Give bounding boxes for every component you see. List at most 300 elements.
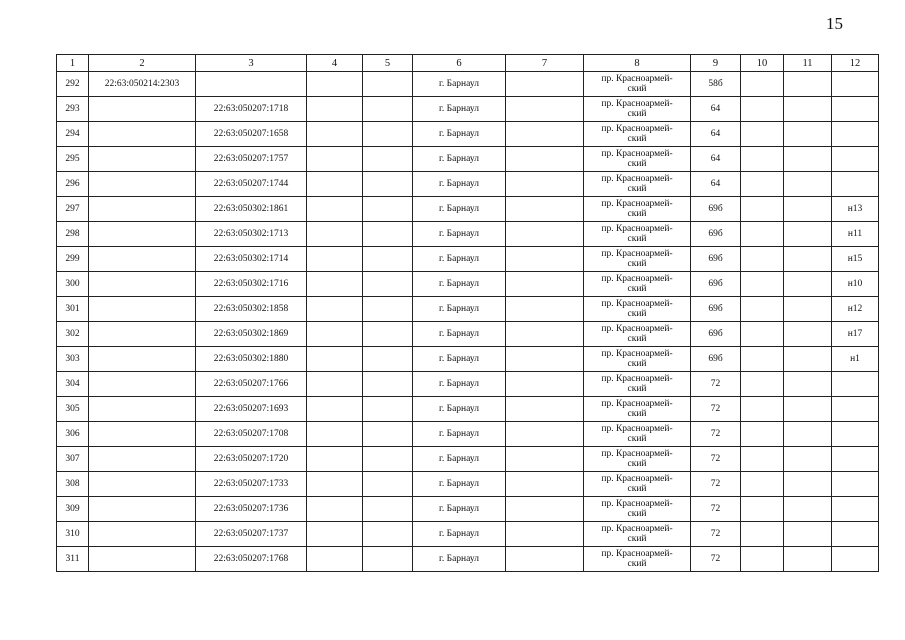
- street-line-2: ский: [627, 409, 647, 419]
- cell-col7: [506, 322, 584, 347]
- column-header: 2: [89, 55, 196, 72]
- row-number: 309: [57, 497, 89, 522]
- row-number: 308: [57, 472, 89, 497]
- house-number: 72: [691, 422, 741, 447]
- settlement: г. Барнаул: [413, 447, 506, 472]
- house-number: 64: [691, 172, 741, 197]
- cell-col10: [741, 372, 784, 397]
- house-number: 69б: [691, 197, 741, 222]
- table-row: [57, 347, 879, 372]
- cadastral-number-building: 22:63:050302:1714: [196, 247, 307, 272]
- cell-col7: [506, 472, 584, 497]
- cadastral-number-building: 22:63:050207:1718: [196, 97, 307, 122]
- column-header: 7: [506, 55, 584, 72]
- street: [584, 372, 691, 397]
- cell-col4: [307, 222, 363, 247]
- table-body: [57, 72, 879, 572]
- cell-col5: [363, 222, 413, 247]
- cadastral-number-building: 22:63:050207:1658: [196, 122, 307, 147]
- cell-col11: [784, 547, 832, 572]
- cell-col4: [307, 447, 363, 472]
- house-number: 72: [691, 372, 741, 397]
- cell-col4: [307, 397, 363, 422]
- premises-number: [832, 72, 879, 97]
- cadastral-number-land: [89, 497, 196, 522]
- table-row: [57, 422, 879, 447]
- row-number: 300: [57, 272, 89, 297]
- cell-col4: [307, 72, 363, 97]
- row-number: 292: [57, 72, 89, 97]
- premises-number: н13: [832, 197, 879, 222]
- row-number: 296: [57, 172, 89, 197]
- row-number: 303: [57, 347, 89, 372]
- cell-col11: [784, 97, 832, 122]
- house-number: 58б: [691, 72, 741, 97]
- street-line-1: пр. Красноармей-: [601, 499, 673, 509]
- cadastral-number-building: 22:63:050207:1720: [196, 447, 307, 472]
- cadastral-number-land: [89, 122, 196, 147]
- cell-col10: [741, 447, 784, 472]
- cell-col5: [363, 97, 413, 122]
- cell-col7: [506, 347, 584, 372]
- street-line-1: пр. Красноармей-: [601, 424, 673, 434]
- table-row: [57, 497, 879, 522]
- settlement: г. Барнаул: [413, 322, 506, 347]
- cell-col5: [363, 172, 413, 197]
- cadastral-number-land: [89, 97, 196, 122]
- column-header: 12: [832, 55, 879, 72]
- row-number: 299: [57, 247, 89, 272]
- street-line-1: пр. Красноармей-: [601, 474, 673, 484]
- cell-col11: [784, 422, 832, 447]
- street: [584, 397, 691, 422]
- cell-col11: [784, 397, 832, 422]
- settlement: г. Барнаул: [413, 72, 506, 97]
- street-line-1: пр. Красноармей-: [601, 224, 673, 234]
- column-header: 10: [741, 55, 784, 72]
- cell-col4: [307, 522, 363, 547]
- premises-number: [832, 447, 879, 472]
- cadastral-number-land: [89, 422, 196, 447]
- cadastral-number-land: [89, 472, 196, 497]
- premises-number: н11: [832, 222, 879, 247]
- column-header: 5: [363, 55, 413, 72]
- cell-col7: [506, 497, 584, 522]
- cell-col5: [363, 197, 413, 222]
- cell-col10: [741, 472, 784, 497]
- cell-col4: [307, 197, 363, 222]
- row-number: 304: [57, 372, 89, 397]
- premises-number: [832, 97, 879, 122]
- street: [584, 72, 691, 97]
- table-row: [57, 222, 879, 247]
- cell-col4: [307, 122, 363, 147]
- premises-number: [832, 172, 879, 197]
- cell-col10: [741, 172, 784, 197]
- row-number: 298: [57, 222, 89, 247]
- cadastral-number-building: 22:63:050207:1693: [196, 397, 307, 422]
- premises-number: н12: [832, 297, 879, 322]
- street: [584, 247, 691, 272]
- settlement: г. Барнаул: [413, 372, 506, 397]
- cell-col10: [741, 222, 784, 247]
- house-number: 69б: [691, 297, 741, 322]
- street-line-1: пр. Красноармей-: [601, 274, 673, 284]
- street-line-2: ский: [627, 384, 647, 394]
- cell-col11: [784, 472, 832, 497]
- street: [584, 297, 691, 322]
- cadastral-number-land: [89, 172, 196, 197]
- street-line-1: пр. Красноармей-: [601, 374, 673, 384]
- settlement: г. Барнаул: [413, 197, 506, 222]
- cadastral-number-land: [89, 222, 196, 247]
- cell-col7: [506, 522, 584, 547]
- street-line-1: пр. Красноармей-: [601, 324, 673, 334]
- street-line-1: пр. Красноармей-: [601, 99, 673, 109]
- premises-number: н1: [832, 347, 879, 372]
- cell-col10: [741, 422, 784, 447]
- street-line-1: пр. Красноармей-: [601, 299, 673, 309]
- cell-col4: [307, 147, 363, 172]
- cadastral-number-land: [89, 397, 196, 422]
- cell-col10: [741, 297, 784, 322]
- settlement: г. Барнаул: [413, 547, 506, 572]
- street-line-1: пр. Красноармей-: [601, 199, 673, 209]
- cell-col10: [741, 197, 784, 222]
- cadastral-number-land: [89, 197, 196, 222]
- house-number: 72: [691, 497, 741, 522]
- cadastral-number-building: 22:63:050302:1858: [196, 297, 307, 322]
- table-row: [57, 522, 879, 547]
- cadastral-number-building: 22:63:050207:1733: [196, 472, 307, 497]
- cell-col11: [784, 72, 832, 97]
- cell-col5: [363, 322, 413, 347]
- cadastral-number-building: 22:63:050302:1713: [196, 222, 307, 247]
- row-number: 307: [57, 447, 89, 472]
- street: [584, 422, 691, 447]
- cell-col5: [363, 72, 413, 97]
- cell-col11: [784, 522, 832, 547]
- cadastral-number-building: 22:63:050302:1716: [196, 272, 307, 297]
- premises-number: [832, 547, 879, 572]
- cadastral-number-land: [89, 547, 196, 572]
- header-row: [57, 55, 879, 72]
- street-line-2: ский: [627, 434, 647, 444]
- cell-col7: [506, 372, 584, 397]
- street-line-1: пр. Красноармей-: [601, 124, 673, 134]
- table-row: [57, 447, 879, 472]
- street-line-2: ский: [627, 509, 647, 519]
- settlement: г. Барнаул: [413, 422, 506, 447]
- cell-col5: [363, 297, 413, 322]
- street: [584, 272, 691, 297]
- cell-col4: [307, 422, 363, 447]
- house-number: 72: [691, 472, 741, 497]
- row-number: 302: [57, 322, 89, 347]
- cell-col4: [307, 347, 363, 372]
- cell-col7: [506, 122, 584, 147]
- house-number: 64: [691, 97, 741, 122]
- cell-col5: [363, 147, 413, 172]
- cell-col10: [741, 522, 784, 547]
- table-row: [57, 247, 879, 272]
- cell-col10: [741, 247, 784, 272]
- premises-number: [832, 372, 879, 397]
- house-number: 64: [691, 122, 741, 147]
- cell-col11: [784, 197, 832, 222]
- cell-col11: [784, 122, 832, 147]
- cell-col4: [307, 297, 363, 322]
- table-row: [57, 197, 879, 222]
- street: [584, 472, 691, 497]
- cell-col5: [363, 472, 413, 497]
- cell-col11: [784, 297, 832, 322]
- premises-number: н17: [832, 322, 879, 347]
- street: [584, 197, 691, 222]
- cadastral-number-land: [89, 322, 196, 347]
- row-number: 301: [57, 297, 89, 322]
- table-row: [57, 72, 879, 97]
- cadastral-number-building: 22:63:050207:1737: [196, 522, 307, 547]
- street: [584, 522, 691, 547]
- street-line-1: пр. Красноармей-: [601, 149, 673, 159]
- row-number: 311: [57, 547, 89, 572]
- settlement: г. Барнаул: [413, 297, 506, 322]
- house-number: 72: [691, 397, 741, 422]
- street: [584, 222, 691, 247]
- cell-col5: [363, 397, 413, 422]
- row-number: 294: [57, 122, 89, 147]
- premises-number: [832, 472, 879, 497]
- table-row: [57, 322, 879, 347]
- cadastral-number-land: 22:63:050214:2303: [89, 72, 196, 97]
- table-row: [57, 97, 879, 122]
- cell-col4: [307, 172, 363, 197]
- cell-col5: [363, 497, 413, 522]
- row-number: 310: [57, 522, 89, 547]
- street-line-2: ский: [627, 559, 647, 569]
- cell-col7: [506, 272, 584, 297]
- street-line-1: пр. Красноармей-: [601, 399, 673, 409]
- registry-table: [56, 54, 879, 572]
- cell-col10: [741, 97, 784, 122]
- street-line-1: пр. Красноармей-: [601, 249, 673, 259]
- cell-col4: [307, 97, 363, 122]
- cadastral-number-building: 22:63:050207:1708: [196, 422, 307, 447]
- cell-col11: [784, 447, 832, 472]
- street-line-1: пр. Красноармей-: [601, 524, 673, 534]
- premises-number: [832, 522, 879, 547]
- house-number: 72: [691, 447, 741, 472]
- premises-number: [832, 397, 879, 422]
- premises-number: [832, 422, 879, 447]
- column-header: 4: [307, 55, 363, 72]
- street-line-2: ский: [627, 109, 647, 119]
- cell-col10: [741, 72, 784, 97]
- cell-col7: [506, 247, 584, 272]
- settlement: г. Барнаул: [413, 347, 506, 372]
- table-row: [57, 297, 879, 322]
- cell-col10: [741, 272, 784, 297]
- cadastral-number-land: [89, 147, 196, 172]
- cell-col10: [741, 497, 784, 522]
- cell-col11: [784, 172, 832, 197]
- cell-col4: [307, 472, 363, 497]
- street: [584, 147, 691, 172]
- settlement: г. Барнаул: [413, 272, 506, 297]
- column-header: 3: [196, 55, 307, 72]
- cadastral-number-building: [196, 72, 307, 97]
- table-row: [57, 272, 879, 297]
- cell-col7: [506, 72, 584, 97]
- settlement: г. Барнаул: [413, 172, 506, 197]
- house-number: 69б: [691, 347, 741, 372]
- street: [584, 322, 691, 347]
- street-line-1: пр. Красноармей-: [601, 549, 673, 559]
- premises-number: н10: [832, 272, 879, 297]
- cell-col11: [784, 372, 832, 397]
- house-number: 64: [691, 147, 741, 172]
- cell-col5: [363, 422, 413, 447]
- cell-col11: [784, 147, 832, 172]
- street: [584, 447, 691, 472]
- cell-col4: [307, 497, 363, 522]
- cadastral-number-land: [89, 372, 196, 397]
- street-line-2: ский: [627, 84, 647, 94]
- street: [584, 97, 691, 122]
- street-line-2: ский: [627, 159, 647, 169]
- cell-col5: [363, 522, 413, 547]
- cell-col5: [363, 122, 413, 147]
- premises-number: н15: [832, 247, 879, 272]
- street: [584, 122, 691, 147]
- row-number: 305: [57, 397, 89, 422]
- street: [584, 547, 691, 572]
- cadastral-number-land: [89, 247, 196, 272]
- cell-col10: [741, 547, 784, 572]
- premises-number: [832, 497, 879, 522]
- settlement: г. Барнаул: [413, 122, 506, 147]
- table-row: [57, 472, 879, 497]
- settlement: г. Барнаул: [413, 247, 506, 272]
- cell-col11: [784, 347, 832, 372]
- cadastral-number-land: [89, 347, 196, 372]
- settlement: г. Барнаул: [413, 522, 506, 547]
- cell-col7: [506, 547, 584, 572]
- street-line-2: ский: [627, 134, 647, 144]
- street: [584, 172, 691, 197]
- table-row: [57, 547, 879, 572]
- column-header: 6: [413, 55, 506, 72]
- street-line-2: ский: [627, 459, 647, 469]
- page-number: 15: [826, 14, 843, 33]
- street-line-2: ский: [627, 259, 647, 269]
- cell-col5: [363, 347, 413, 372]
- settlement: г. Барнаул: [413, 97, 506, 122]
- house-number: 69б: [691, 322, 741, 347]
- settlement: г. Барнаул: [413, 397, 506, 422]
- row-number: 297: [57, 197, 89, 222]
- settlement: г. Барнаул: [413, 472, 506, 497]
- cell-col7: [506, 397, 584, 422]
- table-row: [57, 122, 879, 147]
- cell-col11: [784, 272, 832, 297]
- cell-col11: [784, 322, 832, 347]
- cell-col11: [784, 247, 832, 272]
- column-header: 11: [784, 55, 832, 72]
- street-line-1: пр. Красноармей-: [601, 74, 673, 84]
- cell-col4: [307, 322, 363, 347]
- cadastral-number-building: 22:63:050302:1869: [196, 322, 307, 347]
- row-number: 306: [57, 422, 89, 447]
- column-header: 1: [57, 55, 89, 72]
- cadastral-number-building: 22:63:050207:1766: [196, 372, 307, 397]
- cell-col4: [307, 247, 363, 272]
- cadastral-number-land: [89, 272, 196, 297]
- street-line-2: ский: [627, 284, 647, 294]
- premises-number: [832, 147, 879, 172]
- cell-col5: [363, 247, 413, 272]
- street-line-1: пр. Красноармей-: [601, 349, 673, 359]
- premises-number: [832, 122, 879, 147]
- cell-col10: [741, 397, 784, 422]
- street-line-2: ский: [627, 209, 647, 219]
- table-row: [57, 397, 879, 422]
- settlement: г. Барнаул: [413, 497, 506, 522]
- cell-col7: [506, 422, 584, 447]
- street-line-2: ский: [627, 184, 647, 194]
- street-line-2: ский: [627, 484, 647, 494]
- cadastral-number-building: 22:63:050207:1768: [196, 547, 307, 572]
- cadastral-number-land: [89, 297, 196, 322]
- cell-col4: [307, 372, 363, 397]
- street-line-2: ский: [627, 309, 647, 319]
- cell-col7: [506, 222, 584, 247]
- cell-col11: [784, 497, 832, 522]
- house-number: 69б: [691, 272, 741, 297]
- street-line-1: пр. Красноармей-: [601, 174, 673, 184]
- street: [584, 497, 691, 522]
- cell-col10: [741, 122, 784, 147]
- street-line-2: ский: [627, 534, 647, 544]
- table-row: [57, 372, 879, 397]
- cell-col5: [363, 272, 413, 297]
- column-header: 9: [691, 55, 741, 72]
- cell-col5: [363, 372, 413, 397]
- street-line-2: ский: [627, 234, 647, 244]
- cell-col7: [506, 197, 584, 222]
- cell-col7: [506, 97, 584, 122]
- house-number: 72: [691, 522, 741, 547]
- cell-col11: [784, 222, 832, 247]
- cell-col4: [307, 547, 363, 572]
- street-line-2: ский: [627, 359, 647, 369]
- table-row: [57, 172, 879, 197]
- cadastral-number-building: 22:63:050207:1736: [196, 497, 307, 522]
- house-number: 69б: [691, 222, 741, 247]
- cell-col7: [506, 172, 584, 197]
- cell-col4: [307, 272, 363, 297]
- cadastral-number-land: [89, 447, 196, 472]
- row-number: 295: [57, 147, 89, 172]
- house-number: 72: [691, 547, 741, 572]
- street-line-1: пр. Красноармей-: [601, 449, 673, 459]
- cell-col7: [506, 447, 584, 472]
- street-line-2: ский: [627, 334, 647, 344]
- cell-col10: [741, 147, 784, 172]
- house-number: 69б: [691, 247, 741, 272]
- cell-col7: [506, 147, 584, 172]
